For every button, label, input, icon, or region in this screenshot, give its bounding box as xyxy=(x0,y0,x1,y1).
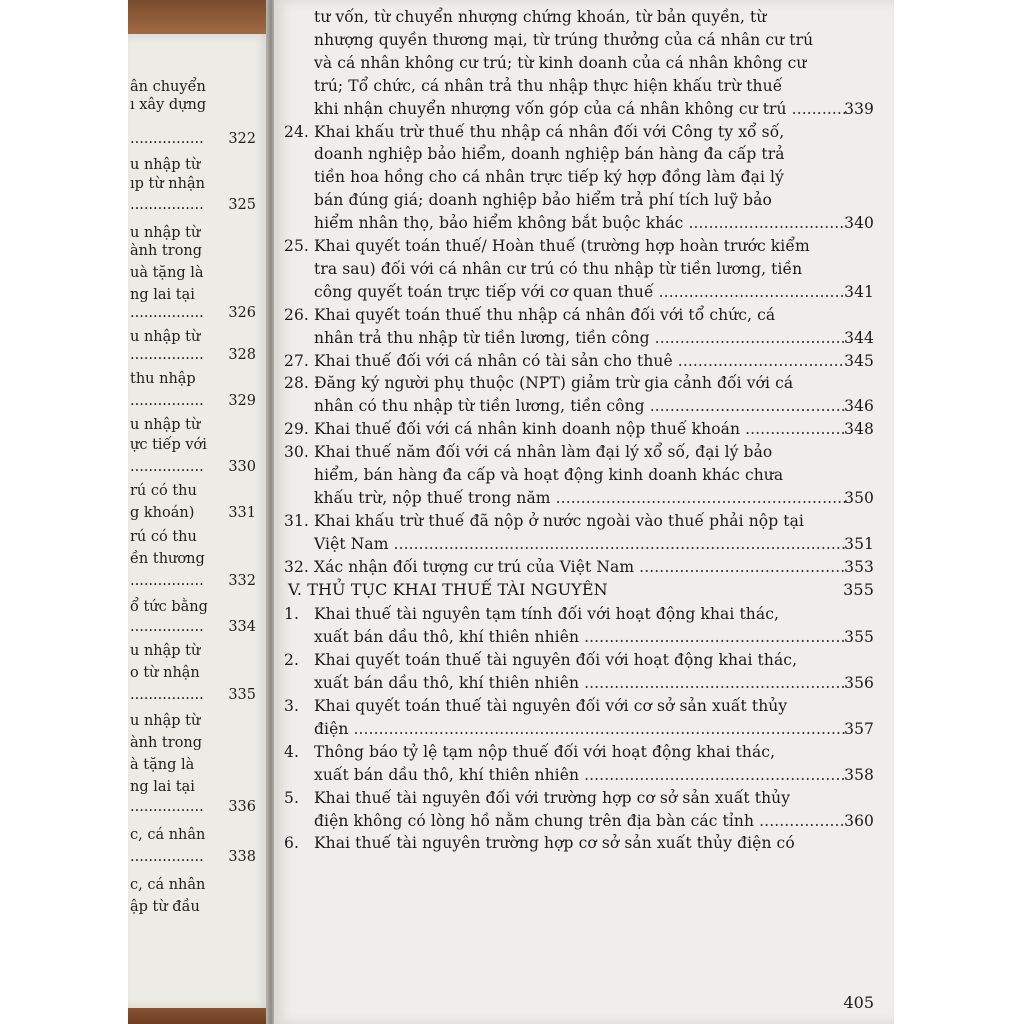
toc-entry-line xyxy=(314,718,874,740)
toc-entry-line xyxy=(284,372,854,394)
toc-entry-page: 341 xyxy=(844,282,874,301)
toc-entry-number: 31. xyxy=(284,511,309,530)
toc-entry-number: 27. xyxy=(284,351,309,370)
toc-entry-text: Khai thuế tài nguyên trường hợp cơ sở sản xuất thủy điện có xyxy=(314,834,795,853)
left-toc-line xyxy=(130,798,258,816)
toc-entry-line xyxy=(284,832,854,854)
toc-entry-line xyxy=(314,189,854,211)
left-toc-text: u nhập từ xyxy=(130,225,201,241)
wooden-table-bottom xyxy=(128,1006,274,1024)
left-toc-text: uà tặng là xyxy=(130,265,204,281)
toc-entry-number: 3. xyxy=(284,697,299,715)
toc-entry-line xyxy=(314,810,874,832)
left-toc-line xyxy=(130,528,258,546)
toc-entry-line xyxy=(284,418,874,440)
toc-leader-dots: ....................................... xyxy=(644,397,846,416)
left-toc-text: ành trong xyxy=(130,243,203,259)
left-toc-line xyxy=(130,304,258,322)
left-toc-text: ập từ đầu xyxy=(130,899,200,915)
left-toc-page-number: 330 xyxy=(228,459,256,475)
toc-entry-line xyxy=(284,741,854,763)
toc-entry-number: 6. xyxy=(284,834,299,853)
left-toc-line xyxy=(130,734,258,752)
left-toc-text: ành trong xyxy=(130,735,203,751)
left-toc-text: ................ xyxy=(130,131,204,147)
toc-entry-line xyxy=(314,533,874,555)
left-toc-line xyxy=(130,224,258,242)
left-toc-text: u nhập từ xyxy=(130,643,201,659)
toc-leader-dots: ................. xyxy=(754,811,845,830)
left-toc-text: ................ xyxy=(130,197,204,213)
left-toc-line xyxy=(130,876,258,894)
toc-entry-text: Xác nhận đối tượng cư trú của Việt Nam xyxy=(314,557,635,576)
toc-leader-dots: .................................................................................................. xyxy=(348,719,847,738)
toc-entry-line xyxy=(284,235,854,257)
section-heading-page: 355 xyxy=(843,579,874,599)
toc-entry-text: Khai thuế năm đối với cá nhân làm đại lý xổ số, đại lý bảo xyxy=(314,443,773,462)
left-toc-text: ổ tức bằng xyxy=(130,599,208,615)
toc-entry-text: trú; Tổ chức, cá nhân trả thu nhập thực hiện khấu trừ thuế xyxy=(314,76,783,95)
left-toc-line xyxy=(130,826,258,844)
left-toc-text: ................ xyxy=(130,687,204,703)
toc-entry-line xyxy=(284,441,854,463)
left-toc-line xyxy=(130,642,258,660)
toc-entry-line xyxy=(284,603,854,625)
toc-entry-page: 344 xyxy=(844,328,874,347)
toc-entry-line xyxy=(314,52,854,74)
left-toc-text: g khoán) xyxy=(130,505,195,521)
left-toc-line xyxy=(130,392,258,410)
left-toc-line xyxy=(130,458,258,476)
toc-entry-text: điện xyxy=(314,719,349,738)
toc-entry-text: Khai thuế đối với cá nhân kinh doanh nộp thuế khoán xyxy=(314,420,741,439)
left-toc-line xyxy=(130,778,258,796)
toc-entry-line xyxy=(314,764,874,786)
left-toc-text: ng lai tại xyxy=(130,779,195,795)
left-toc-line xyxy=(130,686,258,704)
left-toc-line xyxy=(130,598,258,616)
toc-entry-page: 345 xyxy=(844,351,874,370)
left-toc-text: ................ xyxy=(130,459,204,475)
left-toc-line xyxy=(130,572,258,590)
left-toc-line xyxy=(130,898,258,916)
left-toc-text: ................ xyxy=(130,799,204,815)
toc-leader-dots: ..................................... xyxy=(653,282,845,301)
left-toc-text: c, cá nhân xyxy=(130,877,206,893)
left-toc-text: ................ xyxy=(130,849,204,865)
left-toc-text: thu nhập xyxy=(130,371,196,387)
toc-leader-dots: ......................................... xyxy=(634,557,846,576)
left-toc-line xyxy=(130,618,258,636)
left-toc-text: u nhập từ xyxy=(130,417,201,433)
toc-entry-text: công quyết toán trực tiếp với cơ quan thuế xyxy=(314,282,654,301)
toc-entry-line xyxy=(284,510,854,532)
toc-entry-line xyxy=(314,395,874,417)
toc-entry-number: 28. xyxy=(284,374,309,393)
toc-entry-text: hiểm nhân thọ, bảo hiểm không bắt buộc khác xyxy=(314,214,684,233)
left-toc-text: rú có thu xyxy=(130,529,197,545)
toc-entry-line xyxy=(314,212,874,234)
toc-entry-line xyxy=(314,464,854,486)
toc-entry-number: 30. xyxy=(284,443,309,462)
toc-entry-page: 355 xyxy=(844,628,874,647)
toc-entry-text: xuất bán dầu thô, khí thiên nhiên xyxy=(314,765,580,784)
left-toc-line xyxy=(130,370,258,388)
toc-entry-line xyxy=(284,787,854,809)
toc-entry-number: 1. xyxy=(284,605,299,624)
toc-entry-text: Thông báo tỷ lệ tạm nộp thuế đối với hoạt động khai thác, xyxy=(314,742,776,761)
toc-entry-text: Khai quyết toán thuế tài nguyên đối với cơ sở sản xuất thủy xyxy=(314,697,788,715)
left-toc-line xyxy=(130,78,258,96)
section-heading-text: V. THỦ TỤC KHAI THUẾ TÀI NGUYÊN xyxy=(288,579,608,599)
left-toc-line xyxy=(130,712,258,730)
left-toc-line xyxy=(130,156,258,174)
toc-entry-line xyxy=(284,350,874,372)
toc-entry-page: 346 xyxy=(844,397,874,416)
toc-entry-line xyxy=(284,121,854,143)
left-toc-text: u nhập từ xyxy=(130,329,201,345)
toc-entry-text: và cá nhân không cư trú; từ kinh doanh của cá nhân không cư xyxy=(314,53,807,72)
left-toc-page-number: 331 xyxy=(228,505,256,521)
left-toc-page-number: 329 xyxy=(228,393,256,409)
toc-entry-page: 339 xyxy=(844,99,874,118)
toc-leader-dots: .................................................... xyxy=(579,674,846,693)
left-toc-line xyxy=(130,175,258,193)
left-toc-line xyxy=(130,756,258,774)
left-toc-text: o từ nhận xyxy=(130,665,200,681)
toc-entry-page: 340 xyxy=(844,214,874,233)
left-toc-page-number: 325 xyxy=(228,197,256,213)
toc-entry-text: khi nhận chuyển nhượng vốn góp của cá nhân không cư trú xyxy=(314,99,787,118)
left-toc-page-number: 338 xyxy=(228,849,256,865)
left-toc-text: c, cá nhân xyxy=(130,827,206,843)
left-toc-line xyxy=(130,504,258,522)
toc-entry-text: Khai khấu trừ thuế đã nộp ở nước ngoài vào thuế phải nộp tại xyxy=(314,511,804,530)
toc-entry-number: 4. xyxy=(284,742,299,761)
toc-entry-line xyxy=(314,327,874,349)
toc-entry-number: 29. xyxy=(284,420,309,439)
toc-entry-text: xuất bán dầu thô, khí thiên nhiên xyxy=(314,674,580,693)
toc-entry-line xyxy=(314,166,854,188)
left-toc-line xyxy=(130,196,258,214)
toc-leader-dots: .......................................................................................... xyxy=(388,534,846,553)
toc-entry-line xyxy=(314,626,874,648)
right-book-page xyxy=(274,0,894,1024)
left-toc-text: ực tiếp với xyxy=(130,437,207,453)
toc-entry-number: 32. xyxy=(284,557,309,576)
left-toc-line xyxy=(130,550,258,568)
toc-entry-text: tiền hoa hồng cho cá nhân trực tiếp ký hợp đồng làm đại lý xyxy=(314,168,784,187)
left-toc-page-number: 334 xyxy=(228,619,256,635)
toc-entry-text: nhượng quyền thương mại, từ trúng thưởng của cá nhân cư trú xyxy=(314,30,814,49)
toc-entry-line xyxy=(314,75,854,97)
toc-entry-number: 2. xyxy=(284,651,299,670)
toc-leader-dots: .......................................................... xyxy=(550,488,848,507)
page-number: 405 xyxy=(843,993,874,1012)
left-toc-page-number: 335 xyxy=(228,687,256,703)
toc-entry-line xyxy=(314,672,874,694)
toc-entry-line xyxy=(314,258,854,280)
toc-entry-text: nhân có thu nhập từ tiền lương, tiền công xyxy=(314,397,645,416)
toc-entry-text: Việt Nam xyxy=(314,534,389,553)
toc-entry-page: 350 xyxy=(844,488,874,507)
toc-leader-dots: ........... xyxy=(786,99,847,118)
left-toc-text: ................ xyxy=(130,573,204,589)
wooden-table-top xyxy=(128,0,274,34)
toc-entry-line xyxy=(284,304,854,326)
left-toc-page-number: 332 xyxy=(228,573,256,589)
toc-entry-text: Khai thuế đối với cá nhân có tài sản cho thuê xyxy=(314,351,673,370)
left-toc-page-number: 328 xyxy=(228,347,256,363)
toc-entry-text: bán đúng giá; doanh nghiệp bảo hiểm trả phí tích luỹ bảo xyxy=(314,191,772,210)
toc-entry-line xyxy=(314,29,854,51)
toc-entry-text: Khai khấu trừ thuế thu nhập cá nhân đối với Công ty xổ số, xyxy=(314,122,785,141)
left-toc-text: rú có thu xyxy=(130,483,197,499)
toc-entry-line xyxy=(284,649,854,671)
left-toc-text: ................ xyxy=(130,305,204,321)
left-toc-line xyxy=(130,436,258,454)
left-toc-line xyxy=(130,328,258,346)
toc-entry-page: 348 xyxy=(844,420,874,439)
left-toc-text: u nhập từ xyxy=(130,157,201,173)
left-toc-text: u nhập từ xyxy=(130,713,201,729)
left-toc-line xyxy=(130,130,258,148)
toc-leader-dots: ............................... xyxy=(683,214,845,233)
toc-entry-number: 24. xyxy=(284,122,309,141)
toc-entry-line xyxy=(314,98,874,120)
left-toc-line xyxy=(130,664,258,682)
left-toc-text: ................ xyxy=(130,619,204,635)
toc-entry-text: hiểm, bán hàng đa cấp và hoạt động kinh doanh khác chưa xyxy=(314,466,784,484)
toc-entry-line xyxy=(314,281,874,303)
toc-entry-number: 25. xyxy=(284,237,309,255)
toc-entry-text: điện không có lòng hồ nằm chung trên địa bàn các tỉnh xyxy=(314,811,755,830)
toc-entry-line xyxy=(314,487,874,509)
toc-entry-page: 360 xyxy=(844,811,874,830)
left-toc-line xyxy=(130,848,258,866)
toc-entry-line xyxy=(284,695,854,717)
left-toc-text: ................ xyxy=(130,393,204,409)
left-toc-text: ................ xyxy=(130,347,204,363)
left-toc-line xyxy=(130,96,258,114)
toc-entry-text: khấu trừ, nộp thuế trong năm xyxy=(314,488,551,507)
left-toc-text: à tặng là xyxy=(130,757,195,773)
toc-leader-dots: .................................................... xyxy=(579,765,846,784)
toc-leader-dots: .................... xyxy=(740,420,846,439)
left-book-page xyxy=(128,34,270,1008)
toc-entry-number: 26. xyxy=(284,305,309,324)
toc-entry-page: 356 xyxy=(844,674,874,693)
toc-entry-text: xuất bán dầu thô, khí thiên nhiên xyxy=(314,628,580,647)
toc-entry-text: Khai quyết toán thuế tài nguyên đối với hoạt động khai thác, xyxy=(314,651,798,670)
left-toc-line xyxy=(130,264,258,282)
left-white-margin xyxy=(0,0,128,1024)
toc-entry-line xyxy=(314,143,854,165)
toc-entry-page: 358 xyxy=(844,765,874,784)
left-toc-text: ền thương xyxy=(130,551,205,567)
toc-entry-page: 351 xyxy=(844,534,874,553)
left-toc-line xyxy=(130,416,258,434)
toc-entry-text: Khai thuế tài nguyên đối với trường hợp cơ sở sản xuất thủy xyxy=(314,788,791,807)
left-toc-page-number: 322 xyxy=(228,131,256,147)
left-toc-line xyxy=(130,242,258,260)
left-toc-line xyxy=(130,346,258,364)
toc-entry-number: 5. xyxy=(284,788,299,807)
toc-entry-text: doanh nghiệp bảo hiểm, doanh nghiệp bán hàng đa cấp trả xyxy=(314,145,785,164)
toc-leader-dots: .................................................... xyxy=(579,628,846,647)
left-toc-page-number: 336 xyxy=(228,799,256,815)
right-white-margin xyxy=(894,0,1024,1024)
toc-entry-text: Khai quyết toán thuế/ Hoàn thuế (trường hợp hoàn trước kiểm xyxy=(314,237,810,255)
left-toc-text: ng lai tại xyxy=(130,287,195,303)
left-toc-text: ân chuyển xyxy=(130,79,206,95)
toc-entry-text: Khai quyết toán thuế thu nhập cá nhân đối với tổ chức, cá xyxy=(314,305,776,324)
toc-leader-dots: ................................. xyxy=(672,351,844,370)
left-toc-page-number: 326 xyxy=(228,305,256,321)
toc-entry-page: 353 xyxy=(844,557,874,576)
toc-entry-text: tư vốn, từ chuyển nhượng chứng khoán, từ bản quyền, từ xyxy=(314,8,767,26)
toc-entry-text: Khai thuế tài nguyên tạm tính đối với hoạt động khai thác, xyxy=(314,605,780,624)
toc-entry-line xyxy=(314,6,854,28)
toc-entry-text: nhân trả thu nhập từ tiền lương, tiền công xyxy=(314,328,650,347)
section-heading xyxy=(288,579,874,601)
left-toc-text: ıp từ nhận xyxy=(130,176,205,192)
toc-entry-text: tra sau) đối với cá nhân cư trú có thu nhập từ tiền lương, tiền xyxy=(314,259,803,278)
left-toc-text: ı xây dựng xyxy=(130,97,207,113)
left-toc-line xyxy=(130,286,258,304)
toc-entry-line xyxy=(284,556,874,578)
toc-entry-text: Đăng ký người phụ thuộc (NPT) giảm trừ gia cảnh đối với cá xyxy=(314,374,794,393)
toc-leader-dots: ...................................... xyxy=(649,328,846,347)
left-toc-line xyxy=(130,482,258,500)
toc-entry-page: 357 xyxy=(844,719,874,738)
